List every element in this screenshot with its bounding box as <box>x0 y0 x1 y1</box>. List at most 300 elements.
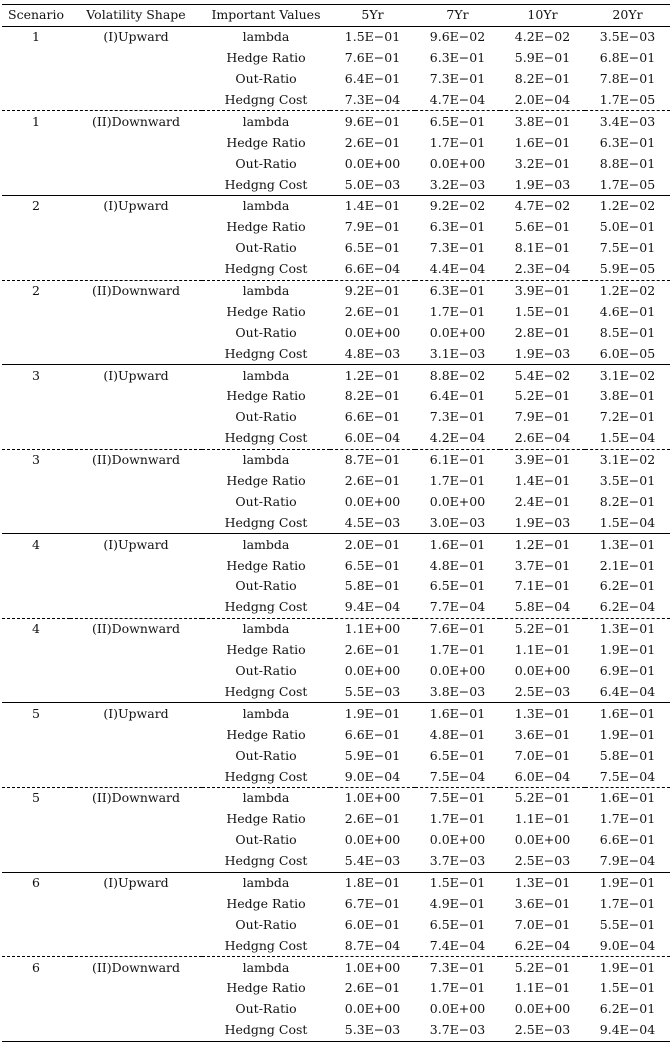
volatility-shape-cell: (I)Upward <box>103 198 169 214</box>
table-row <box>2 259 670 280</box>
scenario-cell: 5 <box>32 790 40 806</box>
value-10yr-cell: 5.4E−02 <box>514 367 571 383</box>
value-10yr-cell: 5.2E−01 <box>514 959 571 975</box>
value-10yr-cell: 5.9E−01 <box>514 50 571 66</box>
value-10yr-cell: 2.5E−03 <box>514 853 571 869</box>
value-5yr-cell: 1.0E+00 <box>344 959 401 975</box>
header-5yr: 5Yr <box>361 7 384 23</box>
value-7yr-cell: 7.3E−01 <box>429 959 486 975</box>
value-20yr-cell: 4.6E−01 <box>599 303 656 319</box>
value-10yr-cell: 3.9E−01 <box>514 283 571 299</box>
scenario-cell <box>2 132 70 153</box>
table-row <box>2 576 670 597</box>
value-7yr-cell: 4.7E−04 <box>429 92 486 107</box>
value-5yr-cell: 9.4E−04 <box>344 599 401 615</box>
important-value-label: Hedge Ratio <box>226 50 306 66</box>
scenario-cell <box>2 851 70 872</box>
value-5yr-cell: 4.8E−03 <box>344 345 401 361</box>
scenario-cell <box>2 90 70 111</box>
important-value-label: Hedgng Cost <box>224 937 308 953</box>
important-value-label: Hedge Ratio <box>226 557 306 573</box>
value-10yr-cell: 5.2E−01 <box>514 621 571 637</box>
value-10yr-cell: 8.2E−01 <box>514 71 571 87</box>
volatility-shape-cell <box>70 343 202 364</box>
scenario-cell: 3 <box>32 367 40 383</box>
value-7yr-cell: 3.8E−03 <box>429 683 486 699</box>
value-10yr-cell: 1.1E−01 <box>514 980 571 996</box>
value-20yr-cell: 1.7E−05 <box>599 92 656 107</box>
value-7yr-cell: 0.0E+00 <box>429 324 486 340</box>
table-row <box>2 597 670 618</box>
value-7yr-cell: 4.9E−01 <box>429 895 486 911</box>
important-value-label: lambda <box>242 959 290 975</box>
value-10yr-cell: 5.2E−01 <box>514 790 571 806</box>
value-10yr-cell: 3.9E−01 <box>514 452 571 468</box>
value-20yr-cell: 1.5E−01 <box>599 980 656 996</box>
scenario-cell <box>2 217 70 238</box>
important-value-label: Hedge Ratio <box>226 388 306 404</box>
volatility-shape-cell <box>70 576 202 597</box>
table-row <box>2 851 670 872</box>
scenario-cell <box>2 471 70 492</box>
value-20yr-cell: 2.1E−01 <box>599 557 656 573</box>
table-row <box>2 957 670 978</box>
scenario-cell <box>2 386 70 407</box>
table-row <box>2 48 670 69</box>
important-value-label: Hedgng Cost <box>224 1022 308 1038</box>
value-20yr-cell: 6.4E−04 <box>599 683 656 699</box>
value-5yr-cell: 1.9E−01 <box>344 705 401 721</box>
table-row <box>2 69 670 90</box>
table-row <box>2 132 670 153</box>
value-7yr-cell: 9.6E−02 <box>429 29 486 45</box>
value-7yr-cell: 3.7E−03 <box>429 1022 486 1038</box>
scenario-cell <box>2 830 70 851</box>
important-value-label: lambda <box>242 367 290 383</box>
value-20yr-cell: 5.0E−01 <box>599 219 656 235</box>
value-20yr-cell: 1.6E−01 <box>599 790 656 806</box>
value-5yr-cell: 1.1E+00 <box>344 621 401 637</box>
table-row <box>2 724 670 745</box>
value-20yr-cell: 3.5E−03 <box>599 29 656 45</box>
table-row <box>2 217 670 238</box>
important-value-label: Out-Ratio <box>235 916 297 932</box>
scenario-cell <box>2 343 70 364</box>
table-row <box>2 301 670 322</box>
value-5yr-cell: 4.5E−03 <box>344 514 401 530</box>
value-5yr-cell: 0.0E+00 <box>344 1001 401 1017</box>
scenario-cell <box>2 238 70 259</box>
value-20yr-cell: 6.3E−01 <box>599 134 656 150</box>
value-20yr-cell: 6.6E−01 <box>599 832 656 848</box>
value-7yr-cell: 0.0E+00 <box>429 155 486 171</box>
value-7yr-cell: 1.7E−01 <box>429 642 486 658</box>
important-value-label: Hedgng Cost <box>224 176 308 192</box>
scenario-cell <box>2 69 70 90</box>
value-10yr-cell: 1.3E−01 <box>514 874 571 890</box>
scenario-cell <box>2 724 70 745</box>
value-10yr-cell: 5.8E−04 <box>514 599 571 615</box>
volatility-shape-cell: (I)Upward <box>103 367 169 383</box>
value-5yr-cell: 1.4E−01 <box>344 198 401 214</box>
value-7yr-cell: 4.4E−04 <box>429 261 486 277</box>
value-5yr-cell: 6.4E−01 <box>344 71 401 87</box>
table-row <box>2 893 670 914</box>
value-10yr-cell: 3.6E−01 <box>514 726 571 742</box>
scenario-cell <box>2 766 70 787</box>
value-7yr-cell: 0.0E+00 <box>429 493 486 509</box>
volatility-shape-cell <box>70 386 202 407</box>
value-20yr-cell: 3.1E−02 <box>599 367 656 383</box>
value-20yr-cell: 6.0E−05 <box>599 345 656 361</box>
value-10yr-cell: 7.9E−01 <box>514 409 571 425</box>
value-20yr-cell: 7.5E−04 <box>599 768 656 784</box>
value-10yr-cell: 2.4E−01 <box>514 493 571 509</box>
value-20yr-cell: 7.5E−01 <box>599 240 656 256</box>
value-5yr-cell: 5.4E−03 <box>344 853 401 869</box>
scenario-cell: 4 <box>32 621 40 637</box>
value-5yr-cell: 2.6E−01 <box>344 980 401 996</box>
value-10yr-cell: 6.0E−04 <box>514 768 571 784</box>
scenario-cell <box>2 893 70 914</box>
header-important-values: Important Values <box>211 7 321 23</box>
value-5yr-cell: 8.2E−01 <box>344 388 401 404</box>
value-5yr-cell: 6.7E−01 <box>344 895 401 911</box>
value-7yr-cell: 6.3E−01 <box>429 50 486 66</box>
value-10yr-cell: 1.9E−03 <box>514 176 571 192</box>
header-10yr: 10Yr <box>527 7 558 23</box>
scenario-cell <box>2 682 70 703</box>
table-row <box>2 978 670 999</box>
table-row <box>2 809 670 830</box>
scenario-cell <box>2 153 70 174</box>
table-row <box>2 618 670 639</box>
important-value-label: Hedgng Cost <box>224 514 308 530</box>
value-20yr-cell: 8.2E−01 <box>599 493 656 509</box>
important-value-label: lambda <box>242 536 290 552</box>
volatility-shape-cell: (I)Upward <box>103 29 169 45</box>
volatility-shape-cell <box>70 893 202 914</box>
table-row <box>2 365 670 386</box>
value-10yr-cell: 3.8E−01 <box>514 113 571 129</box>
value-10yr-cell: 2.5E−03 <box>514 1022 571 1038</box>
table-row <box>2 640 670 661</box>
important-value-label: Hedgng Cost <box>224 92 308 107</box>
value-20yr-cell: 1.2E−02 <box>599 283 656 299</box>
value-20yr-cell: 1.2E−02 <box>599 198 656 214</box>
value-7yr-cell: 0.0E+00 <box>429 663 486 679</box>
value-10yr-cell: 2.8E−01 <box>514 324 571 340</box>
value-5yr-cell: 1.0E+00 <box>344 790 401 806</box>
important-value-label: Hedgng Cost <box>224 430 308 446</box>
value-10yr-cell: 0.0E+00 <box>514 663 571 679</box>
scenario-cell: 3 <box>32 452 40 468</box>
value-20yr-cell: 3.5E−01 <box>599 473 656 489</box>
volatility-shape-cell <box>70 69 202 90</box>
important-value-label: Hedge Ratio <box>226 811 306 827</box>
volatility-shape-cell <box>70 851 202 872</box>
value-10yr-cell: 1.5E−01 <box>514 303 571 319</box>
table-row <box>2 534 670 555</box>
value-10yr-cell: 1.2E−01 <box>514 536 571 552</box>
table-body <box>2 26 670 1041</box>
value-5yr-cell: 6.0E−01 <box>344 916 401 932</box>
value-5yr-cell: 5.5E−03 <box>344 683 401 699</box>
table-row <box>2 512 670 533</box>
value-7yr-cell: 3.1E−03 <box>429 345 486 361</box>
value-7yr-cell: 1.5E−01 <box>429 874 486 890</box>
table-row <box>2 26 670 47</box>
table-row <box>2 787 670 808</box>
value-20yr-cell: 6.2E−04 <box>599 599 656 615</box>
scenario-cell <box>2 407 70 428</box>
value-5yr-cell: 0.0E+00 <box>344 832 401 848</box>
value-7yr-cell: 6.5E−01 <box>429 113 486 129</box>
value-20yr-cell: 5.8E−01 <box>599 747 656 763</box>
volatility-shape-cell: (I)Upward <box>103 874 169 890</box>
important-value-label: Hedgng Cost <box>224 683 308 699</box>
value-7yr-cell: 6.5E−01 <box>429 747 486 763</box>
value-5yr-cell: 9.0E−04 <box>344 768 401 784</box>
value-10yr-cell: 8.1E−01 <box>514 240 571 256</box>
scenario-cell <box>2 259 70 280</box>
value-7yr-cell: 3.2E−03 <box>429 176 486 192</box>
scenario-cell <box>2 597 70 618</box>
table-row <box>2 322 670 343</box>
important-value-label: Hedgng Cost <box>224 599 308 615</box>
table-row <box>2 682 670 703</box>
scenario-cell <box>2 745 70 766</box>
volatility-shape-cell <box>70 48 202 69</box>
value-20yr-cell: 7.8E−01 <box>599 71 656 87</box>
value-10yr-cell: 4.2E−02 <box>514 29 571 45</box>
volatility-shape-cell <box>70 661 202 682</box>
value-5yr-cell: 6.6E−01 <box>344 409 401 425</box>
important-value-label: lambda <box>242 29 290 45</box>
volatility-shape-cell <box>70 217 202 238</box>
volatility-shape-cell: (II)Downward <box>91 790 181 806</box>
value-5yr-cell: 6.6E−04 <box>344 261 401 277</box>
important-value-label: Out-Ratio <box>235 240 297 256</box>
value-10yr-cell: 5.2E−01 <box>514 388 571 404</box>
value-5yr-cell: 0.0E+00 <box>344 663 401 679</box>
volatility-shape-cell <box>70 1020 202 1041</box>
important-value-label: lambda <box>242 283 290 299</box>
volatility-shape-cell: (I)Upward <box>103 536 169 552</box>
value-20yr-cell: 6.2E−01 <box>599 1001 656 1017</box>
value-5yr-cell: 2.6E−01 <box>344 303 401 319</box>
important-value-label: lambda <box>242 113 290 129</box>
scenario-cell <box>2 555 70 576</box>
scenario-cell <box>2 978 70 999</box>
scenario-cell <box>2 491 70 512</box>
table-row <box>2 153 670 174</box>
value-10yr-cell: 3.7E−01 <box>514 557 571 573</box>
scenario-cell <box>2 576 70 597</box>
value-20yr-cell: 1.3E−01 <box>599 536 656 552</box>
table-row <box>2 280 670 301</box>
important-value-label: lambda <box>242 790 290 806</box>
value-5yr-cell: 9.6E−01 <box>344 113 401 129</box>
table-row <box>2 111 670 132</box>
important-value-label: Out-Ratio <box>235 409 297 425</box>
important-value-label: Hedge Ratio <box>226 642 306 658</box>
value-7yr-cell: 8.8E−02 <box>429 367 486 383</box>
value-5yr-cell: 0.0E+00 <box>344 324 401 340</box>
value-5yr-cell: 6.6E−01 <box>344 726 401 742</box>
important-value-label: lambda <box>242 198 290 214</box>
value-20yr-cell: 1.3E−01 <box>599 621 656 637</box>
table-row <box>2 471 670 492</box>
header-volatility-shape: Volatility Shape <box>86 7 186 23</box>
value-10yr-cell: 0.0E+00 <box>514 1001 571 1017</box>
value-20yr-cell: 8.8E−01 <box>599 155 656 171</box>
scenario-cell <box>2 48 70 69</box>
value-10yr-cell: 1.1E−01 <box>514 811 571 827</box>
scenario-cell <box>2 512 70 533</box>
scenario-cell <box>2 428 70 449</box>
table-row <box>2 830 670 851</box>
value-20yr-cell: 1.5E−04 <box>599 430 656 446</box>
value-7yr-cell: 6.1E−01 <box>429 452 486 468</box>
value-7yr-cell: 1.6E−01 <box>429 536 486 552</box>
important-value-label: Hedgng Cost <box>224 768 308 784</box>
value-20yr-cell: 3.4E−03 <box>599 113 656 129</box>
value-7yr-cell: 7.4E−04 <box>429 937 486 953</box>
important-value-label: Out-Ratio <box>235 71 297 87</box>
table-row <box>2 555 670 576</box>
value-20yr-cell: 6.8E−01 <box>599 50 656 66</box>
important-value-label: Hedge Ratio <box>226 473 306 489</box>
value-10yr-cell: 2.0E−04 <box>514 92 571 107</box>
value-7yr-cell: 1.7E−01 <box>429 134 486 150</box>
volatility-shape-cell <box>70 90 202 111</box>
value-7yr-cell: 0.0E+00 <box>429 1001 486 1017</box>
important-value-label: Hedge Ratio <box>226 303 306 319</box>
scenario-cell: 6 <box>32 874 40 890</box>
value-5yr-cell: 8.7E−04 <box>344 937 401 953</box>
table-row <box>2 428 670 449</box>
table-row <box>2 935 670 956</box>
value-7yr-cell: 6.3E−01 <box>429 219 486 235</box>
value-7yr-cell: 7.3E−01 <box>429 240 486 256</box>
scenario-cell <box>2 809 70 830</box>
value-5yr-cell: 0.0E+00 <box>344 155 401 171</box>
value-20yr-cell: 1.9E−01 <box>599 642 656 658</box>
value-20yr-cell: 5.9E−05 <box>599 261 656 277</box>
table-row <box>2 999 670 1020</box>
important-value-label: Hedge Ratio <box>226 134 306 150</box>
important-value-label: Hedgng Cost <box>224 853 308 869</box>
scenario-cell: 2 <box>32 198 40 214</box>
important-value-label: Out-Ratio <box>235 832 297 848</box>
value-20yr-cell: 1.7E−01 <box>599 895 656 911</box>
value-5yr-cell: 2.6E−01 <box>344 642 401 658</box>
value-10yr-cell: 2.5E−03 <box>514 683 571 699</box>
volatility-shape-cell: (II)Downward <box>91 113 181 129</box>
table-row <box>2 238 670 259</box>
value-20yr-cell: 3.1E−02 <box>599 452 656 468</box>
value-10yr-cell: 1.9E−03 <box>514 514 571 530</box>
volatility-shape-cell <box>70 471 202 492</box>
table-row <box>2 90 670 111</box>
scenario-cell <box>2 174 70 195</box>
header-scenario: Scenario <box>8 7 64 23</box>
value-7yr-cell: 4.8E−01 <box>429 726 486 742</box>
value-20yr-cell: 9.4E−04 <box>599 1022 656 1038</box>
volatility-shape-cell <box>70 407 202 428</box>
value-5yr-cell: 9.2E−01 <box>344 283 401 299</box>
important-value-label: Out-Ratio <box>235 578 297 594</box>
value-5yr-cell: 1.5E−01 <box>344 29 401 45</box>
table-row <box>2 703 670 724</box>
scenario-cell <box>2 1020 70 1041</box>
value-20yr-cell: 6.2E−01 <box>599 578 656 594</box>
value-5yr-cell: 2.0E−01 <box>344 536 401 552</box>
value-7yr-cell: 3.0E−03 <box>429 514 486 530</box>
value-7yr-cell: 6.3E−01 <box>429 283 486 299</box>
important-value-label: Out-Ratio <box>235 747 297 763</box>
value-20yr-cell: 1.5E−04 <box>599 514 656 530</box>
value-20yr-cell: 9.0E−04 <box>599 937 656 953</box>
value-5yr-cell: 5.8E−01 <box>344 578 401 594</box>
volatility-shape-cell <box>70 724 202 745</box>
volatility-shape-cell <box>70 830 202 851</box>
important-value-label: Hedgng Cost <box>224 345 308 361</box>
value-5yr-cell: 5.9E−01 <box>344 747 401 763</box>
table-row <box>2 343 670 364</box>
value-5yr-cell: 7.6E−01 <box>344 50 401 66</box>
volatility-shape-cell <box>70 597 202 618</box>
value-5yr-cell: 2.6E−01 <box>344 473 401 489</box>
value-20yr-cell: 7.9E−04 <box>599 853 656 869</box>
value-5yr-cell: 2.6E−01 <box>344 811 401 827</box>
header-7yr: 7Yr <box>446 7 469 23</box>
value-5yr-cell: 1.2E−01 <box>344 367 401 383</box>
important-value-label: lambda <box>242 874 290 890</box>
value-7yr-cell: 7.6E−01 <box>429 621 486 637</box>
important-value-label: lambda <box>242 705 290 721</box>
value-20yr-cell: 1.9E−01 <box>599 726 656 742</box>
value-5yr-cell: 7.3E−04 <box>344 92 401 107</box>
volatility-shape-cell <box>70 259 202 280</box>
important-value-label: lambda <box>242 452 290 468</box>
volatility-shape-cell <box>70 978 202 999</box>
important-value-label: Hedge Ratio <box>226 980 306 996</box>
value-10yr-cell: 3.6E−01 <box>514 895 571 911</box>
scenario-cell <box>2 999 70 1020</box>
header-row <box>2 5 670 27</box>
value-10yr-cell: 1.4E−01 <box>514 473 571 489</box>
value-7yr-cell: 7.3E−01 <box>429 71 486 87</box>
value-10yr-cell: 7.0E−01 <box>514 747 571 763</box>
volatility-shape-cell <box>70 512 202 533</box>
value-5yr-cell: 6.5E−01 <box>344 240 401 256</box>
volatility-shape-cell: (II)Downward <box>91 959 181 975</box>
value-5yr-cell: 5.0E−03 <box>344 176 401 192</box>
table-row <box>2 914 670 935</box>
table-row <box>2 449 670 470</box>
results-table <box>2 4 670 1042</box>
scenario-cell <box>2 914 70 935</box>
value-7yr-cell: 9.2E−02 <box>429 198 486 214</box>
scenario-cell: 5 <box>32 705 40 721</box>
value-20yr-cell: 8.5E−01 <box>599 324 656 340</box>
value-20yr-cell: 1.9E−01 <box>599 874 656 890</box>
value-7yr-cell: 7.5E−04 <box>429 768 486 784</box>
volatility-shape-cell: (II)Downward <box>91 452 181 468</box>
volatility-shape-cell <box>70 555 202 576</box>
